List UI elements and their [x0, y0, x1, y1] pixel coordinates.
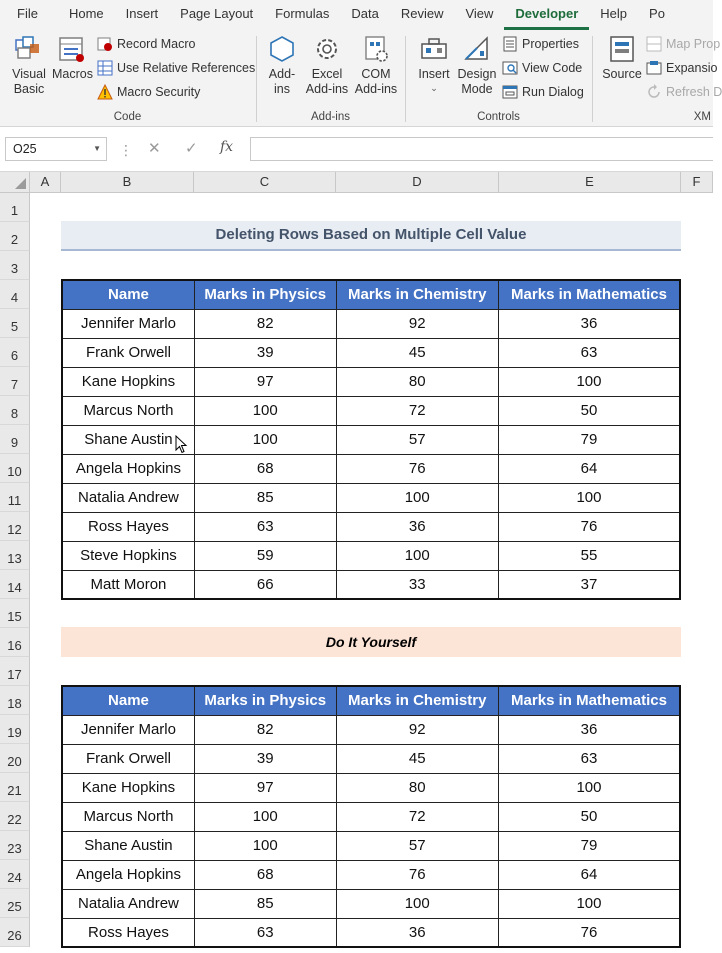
chevron-down-icon[interactable]: ▼: [93, 144, 101, 153]
marks-cell[interactable]: 66: [194, 570, 336, 599]
row-header-13[interactable]: 13: [0, 541, 30, 570]
marks-cell[interactable]: 100: [336, 889, 498, 918]
addins-group-label: Add-ins: [311, 111, 350, 123]
visual-basic-label: Visual Basic: [12, 67, 46, 96]
code-group-label: Code: [113, 111, 142, 123]
select-all-icon: [15, 178, 26, 189]
controls-group: [407, 30, 590, 127]
view-code-button[interactable]: [502, 60, 582, 76]
table-row: [62, 367, 680, 396]
column-header-e[interactable]: E: [499, 172, 681, 193]
macros-label: Macros: [52, 67, 93, 81]
tab-insert[interactable]: Insert: [125, 6, 159, 21]
run-dialog-icon: [502, 84, 518, 100]
tab-page-layout[interactable]: Page Layout: [180, 6, 254, 21]
relative-references-icon: [97, 60, 113, 76]
formula-bar: [0, 127, 713, 172]
marks-cell[interactable]: 80: [336, 773, 498, 802]
map-properties-label: Map Prop: [666, 37, 721, 51]
row-header-21[interactable]: 21: [0, 773, 30, 802]
macro-security-label: Macro Security: [117, 85, 201, 99]
student-name-cell[interactable]: Steve Hopkins: [62, 541, 194, 570]
tab-home[interactable]: Home: [68, 6, 104, 21]
student-name-cell[interactable]: Frank Orwell: [62, 338, 194, 367]
tab-formulas[interactable]: Formulas: [275, 6, 330, 21]
column-header-c[interactable]: C: [194, 172, 336, 193]
com-addins-icon: [360, 34, 392, 64]
marks-cell[interactable]: 76: [498, 512, 680, 541]
student-name-cell[interactable]: Ross Hayes: [62, 918, 194, 947]
excel-addins-button[interactable]: [304, 34, 350, 97]
tab-developer[interactable]: Developer: [504, 0, 589, 30]
row-header-18[interactable]: 18: [0, 686, 30, 715]
record-macro-icon: [97, 36, 113, 52]
marks-cell[interactable]: 50: [498, 802, 680, 831]
marks-cell[interactable]: 97: [194, 367, 336, 396]
marks-cell[interactable]: 36: [336, 918, 498, 947]
map-properties-icon: [646, 36, 662, 52]
tab-po[interactable]: Po: [649, 6, 665, 21]
row-header-24[interactable]: 24: [0, 860, 30, 889]
marks-cell[interactable]: 82: [194, 309, 336, 338]
marks-cell[interactable]: 63: [194, 918, 336, 947]
marks-cell[interactable]: 36: [336, 512, 498, 541]
marks-cell[interactable]: 36: [498, 715, 680, 744]
row-header-8[interactable]: 8: [0, 396, 30, 425]
row-header-23[interactable]: 23: [0, 831, 30, 860]
marks-cell[interactable]: 64: [498, 860, 680, 889]
marks-cell[interactable]: 45: [336, 338, 498, 367]
use-relative-references-button[interactable]: [97, 60, 255, 76]
select-all-corner[interactable]: [0, 172, 30, 193]
column-header-a[interactable]: A: [30, 172, 61, 193]
table-header-row: [62, 280, 680, 309]
row-header-1[interactable]: 1: [0, 193, 30, 222]
source-label: Source: [602, 67, 642, 81]
macro-security-button[interactable]: [97, 84, 200, 100]
column-header-f[interactable]: F: [681, 172, 713, 193]
student-name-cell[interactable]: Angela Hopkins: [62, 860, 194, 889]
marks-cell[interactable]: 72: [336, 802, 498, 831]
marks-cell[interactable]: 64: [498, 454, 680, 483]
marks-cell[interactable]: 57: [336, 425, 498, 454]
worksheet-grid[interactable]: [0, 172, 713, 948]
row-header-7[interactable]: 7: [0, 367, 30, 396]
student-name-cell[interactable]: Shane Austin: [62, 425, 194, 454]
marks-cell[interactable]: 100: [194, 425, 336, 454]
tab-help[interactable]: Help: [600, 6, 628, 21]
run-dialog-button[interactable]: [502, 84, 584, 100]
student-name-cell[interactable]: Shane Austin: [62, 831, 194, 860]
student-name-cell[interactable]: Angela Hopkins: [62, 454, 194, 483]
column-heading[interactable]: Marks in Physics: [194, 686, 336, 715]
row-header-5[interactable]: 5: [0, 309, 30, 338]
toolbox-icon: [418, 34, 450, 64]
do-it-yourself-banner: Do It Yourself: [61, 627, 681, 657]
xml-group: [594, 30, 722, 127]
gear-icon: [311, 34, 343, 64]
marks-cell[interactable]: 100: [336, 483, 498, 512]
marks-cell[interactable]: 100: [336, 541, 498, 570]
tab-review[interactable]: Review: [400, 6, 444, 21]
addins-group: [258, 30, 403, 127]
marks-cell[interactable]: 57: [336, 831, 498, 860]
data-table-main: [61, 279, 681, 600]
student-name-cell[interactable]: Kane Hopkins: [62, 773, 194, 802]
table-row: [62, 483, 680, 512]
name-box[interactable]: [5, 137, 107, 161]
student-name-cell[interactable]: Jennifer Marlo: [62, 309, 194, 338]
marks-cell[interactable]: 100: [194, 831, 336, 860]
insert-control-label: Insert: [418, 67, 450, 81]
table-row: [62, 889, 680, 918]
marks-cell[interactable]: 100: [498, 773, 680, 802]
marks-cell[interactable]: 37: [498, 570, 680, 599]
table-row: [62, 570, 680, 599]
student-name-cell[interactable]: Marcus North: [62, 802, 194, 831]
view-code-label: View Code: [522, 61, 583, 75]
row-header-6[interactable]: 6: [0, 338, 30, 367]
marks-cell[interactable]: 100: [498, 483, 680, 512]
properties-label: Properties: [522, 37, 579, 51]
name-box-value: O25: [13, 142, 37, 156]
record-macro-button[interactable]: [97, 36, 196, 52]
design-mode-label: Design Mode: [457, 67, 497, 96]
column-header-d[interactable]: D: [336, 172, 499, 193]
refresh-icon: [646, 84, 662, 100]
marks-cell[interactable]: 63: [498, 338, 680, 367]
row-header-3[interactable]: 3: [0, 251, 30, 280]
data-table-practice: [61, 685, 681, 948]
macros-button[interactable]: [52, 34, 92, 82]
marks-cell[interactable]: 85: [194, 483, 336, 512]
marks-cell[interactable]: 63: [498, 744, 680, 773]
row-header-25[interactable]: 25: [0, 889, 30, 918]
source-button[interactable]: [600, 34, 644, 82]
tab-view[interactable]: View: [465, 6, 494, 21]
student-name-cell[interactable]: Natalia Andrew: [62, 483, 194, 512]
column-heading[interactable]: Name: [62, 280, 194, 309]
mouse-cursor-icon: [175, 435, 187, 454]
marks-cell[interactable]: 100: [194, 396, 336, 425]
marks-cell[interactable]: 39: [194, 744, 336, 773]
addins-icon: [266, 34, 298, 64]
marks-cell[interactable]: 76: [498, 918, 680, 947]
row-header-15[interactable]: 15: [0, 599, 30, 628]
table-header-row: [62, 686, 680, 715]
group-separator: [256, 36, 257, 122]
run-dialog-label: Run Dialog: [522, 85, 584, 99]
code-group: [0, 30, 255, 127]
design-mode-button[interactable]: [457, 34, 497, 97]
row-header-22[interactable]: 22: [0, 802, 30, 831]
tab-data[interactable]: Data: [351, 6, 379, 21]
formula-bar-grip-icon: ⋮: [119, 142, 132, 158]
marks-cell[interactable]: 76: [336, 454, 498, 483]
controls-group-label: Controls: [477, 111, 520, 123]
row-header-26[interactable]: 26: [0, 918, 30, 947]
insert-function-icon[interactable]: fx: [220, 139, 234, 155]
marks-cell[interactable]: 76: [336, 860, 498, 889]
com-addins-button[interactable]: [352, 34, 400, 97]
refresh-data-label: Refresh D: [666, 85, 722, 99]
row-header-11[interactable]: 11: [0, 483, 30, 512]
marks-cell[interactable]: 85: [194, 889, 336, 918]
row-header-12[interactable]: 12: [0, 512, 30, 541]
table-row: [62, 744, 680, 773]
view-code-icon: [502, 60, 518, 76]
insert-control-button[interactable]: [415, 34, 453, 94]
expansion-packs-button[interactable]: [646, 60, 717, 76]
xml-group-label: XM: [693, 111, 711, 123]
table-row: [62, 541, 680, 570]
marks-cell[interactable]: 45: [336, 744, 498, 773]
use-relative-references-label: Use Relative References: [117, 61, 256, 75]
visual-basic-icon: [13, 34, 45, 64]
refresh-data-button[interactable]: [646, 84, 722, 100]
cancel-icon[interactable]: ✕: [148, 140, 161, 157]
column-heading[interactable]: Marks in Chemistry: [336, 280, 498, 309]
marks-cell[interactable]: 63: [194, 512, 336, 541]
marks-cell[interactable]: 92: [336, 715, 498, 744]
student-name-cell[interactable]: Marcus North: [62, 396, 194, 425]
table-row: [62, 512, 680, 541]
warning-icon: [97, 84, 113, 100]
expansion-packs-label: Expansio: [666, 61, 718, 75]
column-heading[interactable]: Marks in Physics: [194, 280, 336, 309]
table-row: [62, 338, 680, 367]
column-header-b[interactable]: B: [61, 172, 194, 193]
marks-cell[interactable]: 97: [194, 773, 336, 802]
marks-cell[interactable]: 100: [498, 367, 680, 396]
marks-cell[interactable]: 82: [194, 715, 336, 744]
table-row: [62, 309, 680, 338]
table-row: [62, 831, 680, 860]
group-separator: [405, 36, 406, 122]
row-header-20[interactable]: 20: [0, 744, 30, 773]
marks-cell[interactable]: 55: [498, 541, 680, 570]
properties-button[interactable]: [502, 36, 579, 52]
marks-cell[interactable]: 36: [498, 309, 680, 338]
row-header-14[interactable]: 14: [0, 570, 30, 599]
ribbon: [0, 30, 722, 127]
source-icon: [606, 34, 638, 64]
table-row: [62, 860, 680, 889]
sheet-title: Deleting Rows Based on Multiple Cell Value: [61, 221, 681, 251]
formula-input[interactable]: [250, 137, 713, 161]
marks-cell[interactable]: 100: [498, 889, 680, 918]
properties-icon: [502, 36, 518, 52]
excel-addins-label: Excel Add-ins: [305, 67, 349, 96]
row-header-2[interactable]: 2: [0, 222, 30, 251]
table-row: [62, 715, 680, 744]
row-header-9[interactable]: 9: [0, 425, 30, 454]
table-row: [62, 802, 680, 831]
marks-cell[interactable]: 100: [194, 802, 336, 831]
student-name-cell[interactable]: Frank Orwell: [62, 744, 194, 773]
table-row: [62, 773, 680, 802]
marks-cell[interactable]: 59: [194, 541, 336, 570]
column-heading[interactable]: Marks in Chemistry: [336, 686, 498, 715]
table-row: [62, 396, 680, 425]
student-name-cell[interactable]: Kane Hopkins: [62, 367, 194, 396]
record-macro-label: Record Macro: [117, 37, 196, 51]
column-heading[interactable]: Marks in Mathematics: [498, 686, 680, 715]
macros-icon: [56, 34, 88, 64]
addins-button[interactable]: [264, 34, 300, 97]
column-heading[interactable]: Marks in Mathematics: [498, 280, 680, 309]
marks-cell[interactable]: 50: [498, 396, 680, 425]
marks-cell[interactable]: 92: [336, 309, 498, 338]
table-row: [62, 918, 680, 947]
tab-file[interactable]: File: [17, 6, 38, 21]
expansion-packs-icon: [646, 60, 662, 76]
com-addins-label: COM Add-ins: [354, 67, 398, 96]
marks-cell[interactable]: 79: [498, 425, 680, 454]
student-name-cell[interactable]: Ross Hayes: [62, 512, 194, 541]
addins-label: Add- ins: [268, 67, 296, 96]
enter-icon[interactable]: ✓: [185, 140, 198, 157]
student-name-cell[interactable]: Matt Moron: [62, 570, 194, 599]
marks-cell[interactable]: 68: [194, 860, 336, 889]
marks-cell[interactable]: 72: [336, 396, 498, 425]
table-row: [62, 454, 680, 483]
visual-basic-button[interactable]: [8, 34, 50, 97]
chevron-down-icon: ⌄: [430, 83, 438, 93]
marks-cell[interactable]: 80: [336, 367, 498, 396]
group-separator: [592, 36, 593, 122]
row-header-17[interactable]: 17: [0, 657, 30, 686]
column-heading[interactable]: Name: [62, 686, 194, 715]
row-header-4[interactable]: 4: [0, 280, 30, 309]
map-properties-button[interactable]: [646, 36, 720, 52]
student-name-cell[interactable]: Jennifer Marlo: [62, 715, 194, 744]
marks-cell[interactable]: 39: [194, 338, 336, 367]
marks-cell[interactable]: 79: [498, 831, 680, 860]
row-header-10[interactable]: 10: [0, 454, 30, 483]
ribbon-tabs: [0, 0, 713, 30]
marks-cell[interactable]: 33: [336, 570, 498, 599]
student-name-cell[interactable]: Natalia Andrew: [62, 889, 194, 918]
row-header-19[interactable]: 19: [0, 715, 30, 744]
design-mode-icon: [461, 34, 493, 64]
table-row: [62, 425, 680, 454]
marks-cell[interactable]: 68: [194, 454, 336, 483]
row-header-16[interactable]: 16: [0, 628, 30, 657]
